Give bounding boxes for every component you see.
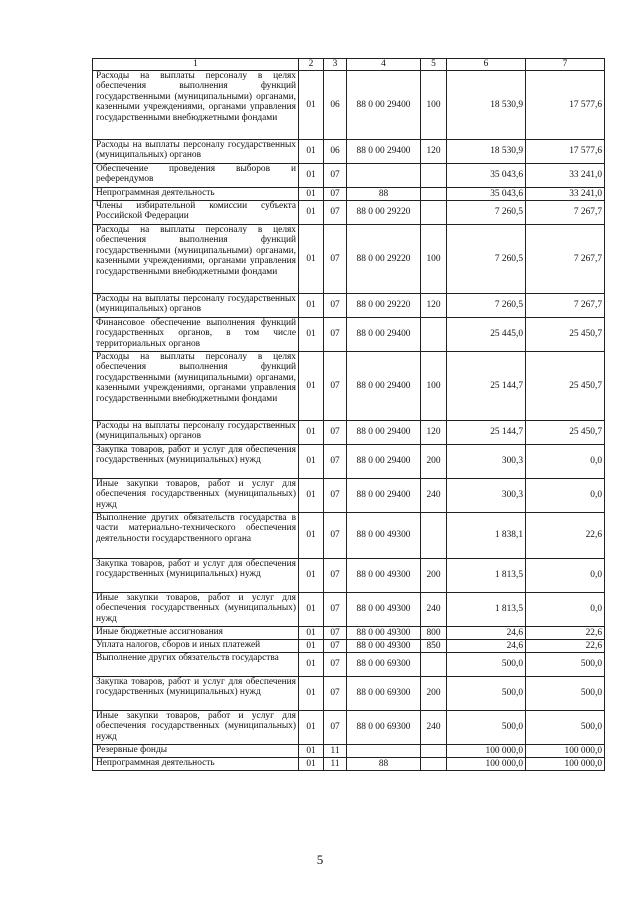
row-csr-cell: 88 0 00 69300 <box>347 711 421 745</box>
row-csr-cell: 88 0 00 69300 <box>347 653 421 677</box>
row-rz-cell: 01 <box>299 711 324 745</box>
row-pr-cell: 07 <box>324 559 347 593</box>
row-csr-cell: 88 0 00 69300 <box>347 677 421 711</box>
row-vr-cell <box>421 745 447 758</box>
row-pr-cell: 07 <box>324 201 347 225</box>
row-s1-cell: 18 530,9 <box>447 140 526 164</box>
row-vr-cell: 100 <box>421 71 447 140</box>
table-row <box>93 164 605 188</box>
row-rz-cell: 01 <box>299 225 324 294</box>
row-name-cell: Непрограммная деятельность <box>93 188 299 201</box>
table-row <box>93 318 605 352</box>
row-pr-cell: 07 <box>324 225 347 294</box>
row-csr-cell: 88 0 00 49300 <box>347 627 421 640</box>
row-vr-cell: 240 <box>421 593 447 627</box>
table-row <box>93 201 605 225</box>
row-s2-cell: 500,0 <box>526 653 605 677</box>
row-s1-cell: 7 260,5 <box>447 225 526 294</box>
row-pr-cell: 07 <box>324 513 347 559</box>
table-row <box>93 653 605 677</box>
row-pr-cell: 07 <box>324 593 347 627</box>
row-s2-cell: 17 577,6 <box>526 140 605 164</box>
row-pr-cell: 06 <box>324 140 347 164</box>
row-csr-cell: 88 0 00 29400 <box>347 140 421 164</box>
row-csr-cell <box>347 164 421 188</box>
row-s2-cell: 0,0 <box>526 479 605 513</box>
row-rz-cell: 01 <box>299 640 324 653</box>
row-s2-cell: 100 000,0 <box>526 758 605 771</box>
row-csr-cell: 88 0 00 29400 <box>347 421 421 445</box>
row-csr-cell: 88 <box>347 188 421 201</box>
row-pr-cell: 11 <box>324 745 347 758</box>
row-name-cell: Расходы на выплаты персоналу в целях обеспечения выполнения функций государственными (муниципальными) органами, казенными учреждениями, органами управления государственными внебюджетными фондами <box>93 225 299 294</box>
table-row <box>93 421 605 445</box>
row-name-cell: Иные закупки товаров, работ и услуг для обеспечения государственных (муниципальных) нужд <box>93 593 299 627</box>
row-rz-cell: 01 <box>299 593 324 627</box>
row-name-cell: Выполнение других обязательств государства в части материально-технического обеспечения деятельности государственного органа <box>93 513 299 559</box>
row-s1-cell: 18 530,9 <box>447 71 526 140</box>
row-name-cell: Иные бюджетные ассигнования <box>93 627 299 640</box>
row-pr-cell: 07 <box>324 677 347 711</box>
row-s1-cell: 500,0 <box>447 711 526 745</box>
row-s2-cell: 22,6 <box>526 513 605 559</box>
row-name-cell: Расходы на выплаты персоналу государственных (муниципальных) органов <box>93 421 299 445</box>
row-name-cell: Расходы на выплаты персоналу государственных (муниципальных) органов <box>93 294 299 318</box>
row-vr-cell: 200 <box>421 445 447 479</box>
row-pr-cell: 06 <box>324 71 347 140</box>
table-row <box>93 627 605 640</box>
row-s1-cell: 7 260,5 <box>447 201 526 225</box>
row-s2-cell: 7 267,7 <box>526 201 605 225</box>
row-vr-cell <box>421 513 447 559</box>
row-s1-cell: 100 000,0 <box>447 758 526 771</box>
row-s2-cell: 500,0 <box>526 711 605 745</box>
row-s2-cell: 17 577,6 <box>526 71 605 140</box>
row-vr-cell: 120 <box>421 421 447 445</box>
row-pr-cell: 07 <box>324 164 347 188</box>
row-rz-cell: 01 <box>299 745 324 758</box>
row-name-cell: Уплата налогов, сборов и иных платежей <box>93 640 299 653</box>
row-name-cell: Иные закупки товаров, работ и услуг для обеспечения государственных (муниципальных) нужд <box>93 711 299 745</box>
row-s2-cell: 25 450,7 <box>526 318 605 352</box>
table-row <box>93 640 605 653</box>
row-csr-cell: 88 0 00 29400 <box>347 318 421 352</box>
row-vr-cell <box>421 318 447 352</box>
row-csr-cell: 88 0 00 49300 <box>347 640 421 653</box>
row-s2-cell: 22,6 <box>526 627 605 640</box>
row-s1-cell: 35 043,6 <box>447 164 526 188</box>
row-vr-cell: 800 <box>421 627 447 640</box>
row-name-cell: Обеспечение проведения выборов и референдумов <box>93 164 299 188</box>
row-vr-cell: 100 <box>421 225 447 294</box>
row-s1-cell: 7 260,5 <box>447 294 526 318</box>
row-rz-cell: 01 <box>299 677 324 711</box>
row-rz-cell: 01 <box>299 627 324 640</box>
row-name-cell: Расходы на выплаты персоналу государственных (муниципальных) органов <box>93 140 299 164</box>
row-pr-cell: 07 <box>324 711 347 745</box>
row-vr-cell: 240 <box>421 711 447 745</box>
table-row <box>93 559 605 593</box>
row-rz-cell: 01 <box>299 318 324 352</box>
row-name-cell: Непрограммная деятельность <box>93 758 299 771</box>
row-rz-cell: 01 <box>299 421 324 445</box>
header-cell: 5 <box>421 59 447 71</box>
row-vr-cell: 200 <box>421 677 447 711</box>
row-pr-cell: 07 <box>324 479 347 513</box>
page-number: 5 <box>316 852 324 867</box>
row-s2-cell: 25 450,7 <box>526 352 605 421</box>
table-row <box>93 711 605 745</box>
row-s2-cell: 7 267,7 <box>526 225 605 294</box>
row-csr-cell: 88 0 00 29400 <box>347 445 421 479</box>
row-s1-cell: 500,0 <box>447 677 526 711</box>
row-pr-cell: 11 <box>324 758 347 771</box>
row-s2-cell: 22,6 <box>526 640 605 653</box>
table-row <box>93 445 605 479</box>
header-cell: 6 <box>447 59 526 71</box>
row-vr-cell <box>421 201 447 225</box>
row-s1-cell: 500,0 <box>447 653 526 677</box>
row-s1-cell: 25 445,0 <box>447 318 526 352</box>
row-pr-cell: 07 <box>324 653 347 677</box>
row-vr-cell: 120 <box>421 294 447 318</box>
row-rz-cell: 01 <box>299 559 324 593</box>
row-s2-cell: 0,0 <box>526 559 605 593</box>
row-s1-cell: 24,6 <box>447 627 526 640</box>
row-csr-cell: 88 0 00 29220 <box>347 225 421 294</box>
row-rz-cell: 01 <box>299 758 324 771</box>
row-vr-cell <box>421 653 447 677</box>
row-s2-cell: 500,0 <box>526 677 605 711</box>
row-rz-cell: 01 <box>299 294 324 318</box>
row-csr-cell: 88 0 00 29400 <box>347 479 421 513</box>
row-rz-cell: 01 <box>299 479 324 513</box>
row-csr-cell: 88 0 00 49300 <box>347 593 421 627</box>
header-cell: 2 <box>299 59 324 71</box>
row-s2-cell: 100 000,0 <box>526 745 605 758</box>
table-row <box>93 758 605 771</box>
row-s1-cell: 300,3 <box>447 445 526 479</box>
budget-table-container <box>92 58 604 771</box>
row-vr-cell: 200 <box>421 559 447 593</box>
row-s1-cell: 25 144,7 <box>447 421 526 445</box>
row-rz-cell: 01 <box>299 188 324 201</box>
row-pr-cell: 07 <box>324 627 347 640</box>
row-s1-cell: 300,3 <box>447 479 526 513</box>
table-row <box>93 513 605 559</box>
row-pr-cell: 07 <box>324 421 347 445</box>
row-vr-cell: 120 <box>421 140 447 164</box>
row-s2-cell: 33 241,0 <box>526 188 605 201</box>
row-pr-cell: 07 <box>324 445 347 479</box>
row-vr-cell: 100 <box>421 352 447 421</box>
row-rz-cell: 01 <box>299 352 324 421</box>
row-name-cell: Закупка товаров, работ и услуг для обеспечения государственных (муниципальных) нужд <box>93 445 299 479</box>
row-s1-cell: 24,6 <box>447 640 526 653</box>
table-row <box>93 479 605 513</box>
row-s2-cell: 7 267,7 <box>526 294 605 318</box>
budget-table <box>92 58 605 771</box>
row-vr-cell: 850 <box>421 640 447 653</box>
row-csr-cell: 88 0 00 29220 <box>347 201 421 225</box>
row-pr-cell: 07 <box>324 318 347 352</box>
table-row <box>93 294 605 318</box>
header-cell: 3 <box>324 59 347 71</box>
row-name-cell: Резервные фонды <box>93 745 299 758</box>
table-row <box>93 677 605 711</box>
header-cell: 4 <box>347 59 421 71</box>
row-csr-cell: 88 0 00 49300 <box>347 559 421 593</box>
row-s2-cell: 33 241,0 <box>526 164 605 188</box>
table-header-row <box>93 59 605 71</box>
row-name-cell: Иные закупки товаров, работ и услуг для обеспечения государственных (муниципальных) нужд <box>93 479 299 513</box>
row-csr-cell: 88 <box>347 758 421 771</box>
table-row <box>93 745 605 758</box>
row-vr-cell <box>421 758 447 771</box>
row-name-cell: Расходы на выплаты персоналу в целях обеспечения выполнения функций государственными (муниципальными) органами, казенными учреждениями, органами управления государственными внебюджетными фондами <box>93 352 299 421</box>
table-row <box>93 593 605 627</box>
table-row <box>93 188 605 201</box>
row-rz-cell: 01 <box>299 140 324 164</box>
row-csr-cell <box>347 745 421 758</box>
row-csr-cell: 88 0 00 29220 <box>347 294 421 318</box>
row-name-cell: Расходы на выплаты персоналу в целях обеспечения выполнения функций государственными (муниципальными) органами, казенными учреждениями, органами управления государственными внебюджетными фондами <box>93 71 299 140</box>
row-name-cell: Закупка товаров, работ и услуг для обеспечения государственных (муниципальных) нужд <box>93 559 299 593</box>
row-s2-cell: 0,0 <box>526 593 605 627</box>
row-csr-cell: 88 0 00 29400 <box>347 352 421 421</box>
row-s2-cell: 25 450,7 <box>526 421 605 445</box>
row-vr-cell <box>421 164 447 188</box>
row-csr-cell: 88 0 00 49300 <box>347 513 421 559</box>
row-name-cell: Закупка товаров, работ и услуг для обеспечения государственных (муниципальных) нужд <box>93 677 299 711</box>
row-pr-cell: 07 <box>324 294 347 318</box>
row-s1-cell: 1 813,5 <box>447 559 526 593</box>
row-rz-cell: 01 <box>299 513 324 559</box>
row-s2-cell: 0,0 <box>526 445 605 479</box>
row-rz-cell: 01 <box>299 71 324 140</box>
table-row <box>93 71 605 140</box>
row-s1-cell: 25 144,7 <box>447 352 526 421</box>
row-rz-cell: 01 <box>299 445 324 479</box>
table-row <box>93 140 605 164</box>
row-s1-cell: 1 813,5 <box>447 593 526 627</box>
row-rz-cell: 01 <box>299 164 324 188</box>
row-name-cell: Финансовое обеспечение выполнения функций государственных органов, в том числе территориальных органов <box>93 318 299 352</box>
row-pr-cell: 07 <box>324 640 347 653</box>
header-cell: 1 <box>93 59 299 71</box>
row-vr-cell: 240 <box>421 479 447 513</box>
table-row <box>93 225 605 294</box>
row-s1-cell: 100 000,0 <box>447 745 526 758</box>
row-csr-cell: 88 0 00 29400 <box>347 71 421 140</box>
row-s1-cell: 1 838,1 <box>447 513 526 559</box>
row-name-cell: Члены избирательной комиссии субъекта Российской Федерации <box>93 201 299 225</box>
table-row <box>93 352 605 421</box>
row-name-cell: Выполнение других обязательств государства <box>93 653 299 677</box>
row-pr-cell: 07 <box>324 188 347 201</box>
row-rz-cell: 01 <box>299 201 324 225</box>
row-vr-cell <box>421 188 447 201</box>
row-pr-cell: 07 <box>324 352 347 421</box>
row-s1-cell: 35 043,6 <box>447 188 526 201</box>
header-cell: 7 <box>526 59 605 71</box>
row-rz-cell: 01 <box>299 653 324 677</box>
